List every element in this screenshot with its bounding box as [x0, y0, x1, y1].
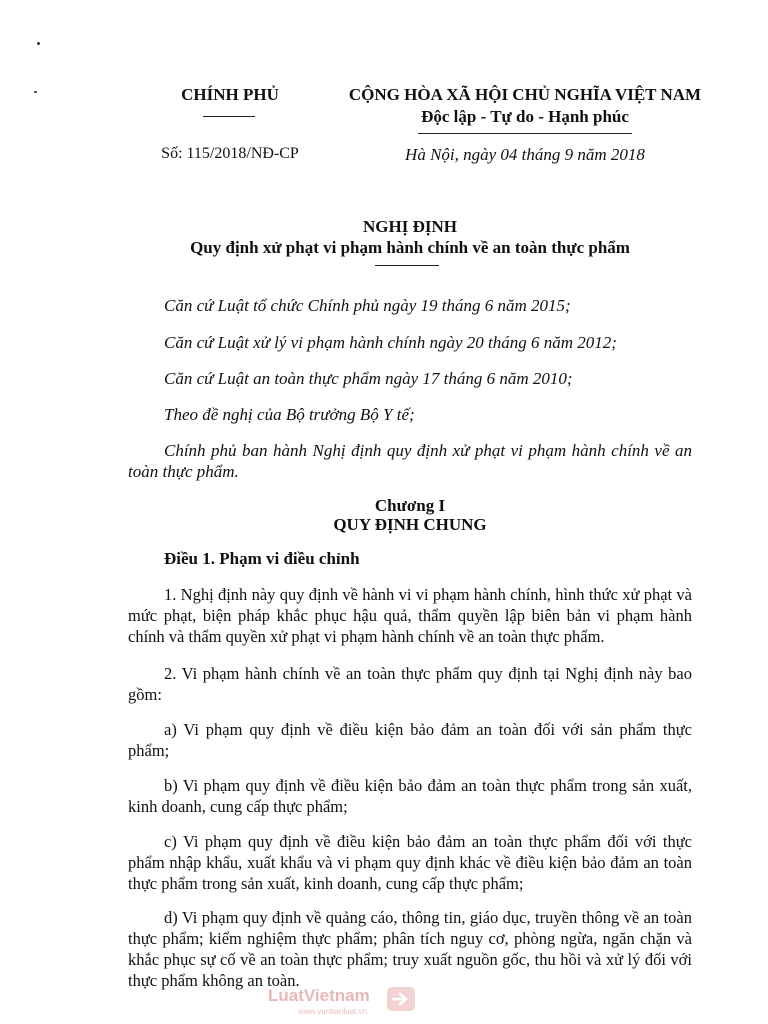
enactment-clause: Chính phủ ban hành Nghị định quy định xử phạt vi phạm hành chính về an toàn thực phẩm. [128, 441, 692, 481]
arrow-icon [386, 986, 416, 1012]
article-1-heading: Điều 1. Phạm vi điều chỉnh [164, 549, 360, 568]
issuer-underline [203, 116, 255, 117]
chapter-name: QUY ĐỊNH CHUNG [333, 515, 487, 534]
document-type: NGHỊ ĐỊNH [363, 217, 457, 236]
article-1-clause-1: 1. Nghị định này quy định về hành vi vi phạm hành chính, hình thức xử phạt và mức phạt, biện pháp khắc phục hậu quả, thẩm quyền lập biên bản vi phạm hành chính và thẩm quyền xử phạt vi phạm hành chính về an toàn thực phẩm. [128, 585, 692, 646]
watermark-logo: LuatVietnam [268, 986, 370, 1005]
document-number: Số: 115/2018/NĐ-CP [161, 145, 299, 162]
legal-basis-4: Theo đề nghị của Bộ trưởng Bộ Y tế; [164, 405, 415, 424]
legal-basis-1: Căn cứ Luật tổ chức Chính phủ ngày 19 tháng 6 năm 2015; [164, 296, 571, 315]
chapter-number: Chương I [374, 496, 446, 515]
article-1-item-c: c) Vi phạm quy định về điều kiện bảo đảm an toàn thực phẩm đối với thực phẩm nhập khẩu, xuất khẩu và vi phạm quy định khác về điều kiện bảo đảm an toàn thực phẩm trong sản xuất, kinh doanh, cung cấp thực phẩm; [128, 832, 692, 893]
article-1-item-b: b) Vi phạm quy định về điều kiện bảo đảm an toàn thực phẩm trong sản xuất, kinh doanh, cung cấp thực phẩm; [128, 776, 692, 816]
legal-basis-3: Căn cứ Luật an toàn thực phẩm ngày 17 tháng 6 năm 2010; [164, 369, 573, 388]
motto-underline [418, 133, 632, 134]
watermark-site: www.vanbanluat.vn [298, 1007, 367, 1016]
scan-speck [34, 91, 37, 93]
nation-name: CỘNG HÒA XÃ HỘI CHỦ NGHĨA VIỆT NAM [348, 85, 702, 104]
issuer-name: CHÍNH PHỦ [181, 85, 279, 104]
article-1-item-a: a) Vi phạm quy định về điều kiện bảo đảm an toàn đối với sản phẩm thực phẩm; [128, 720, 692, 760]
national-motto: Độc lập - Tự do - Hạnh phúc [421, 107, 629, 126]
document-subject: Quy định xử phạt vi phạm hành chính về an toàn thực phẩm [190, 238, 630, 257]
title-underline [375, 265, 439, 266]
place-and-date: Hà Nội, ngày 04 tháng 9 năm 2018 [405, 145, 645, 164]
legal-basis-2: Căn cứ Luật xử lý vi phạm hành chính ngày 20 tháng 6 năm 2012; [164, 333, 617, 352]
article-1-item-d: d) Vi phạm quy định về quảng cáo, thông tin, giáo dục, truyền thông về an toàn thực phẩm; kiểm nghiệm thực phẩm; phân tích nguy cơ, phòng ngừa, ngăn chặn và khắc phục sự cố về an toàn thực phẩm; truy xuất nguồn gốc, thu hồi và xử lý đối với thực phẩm không an toàn. [128, 908, 692, 990]
watermark [268, 986, 428, 1020]
article-1-clause-2: 2. Vi phạm hành chính về an toàn thực phẩm quy định tại Nghị định này bao gồm: [128, 664, 692, 704]
scan-speck [37, 42, 40, 45]
